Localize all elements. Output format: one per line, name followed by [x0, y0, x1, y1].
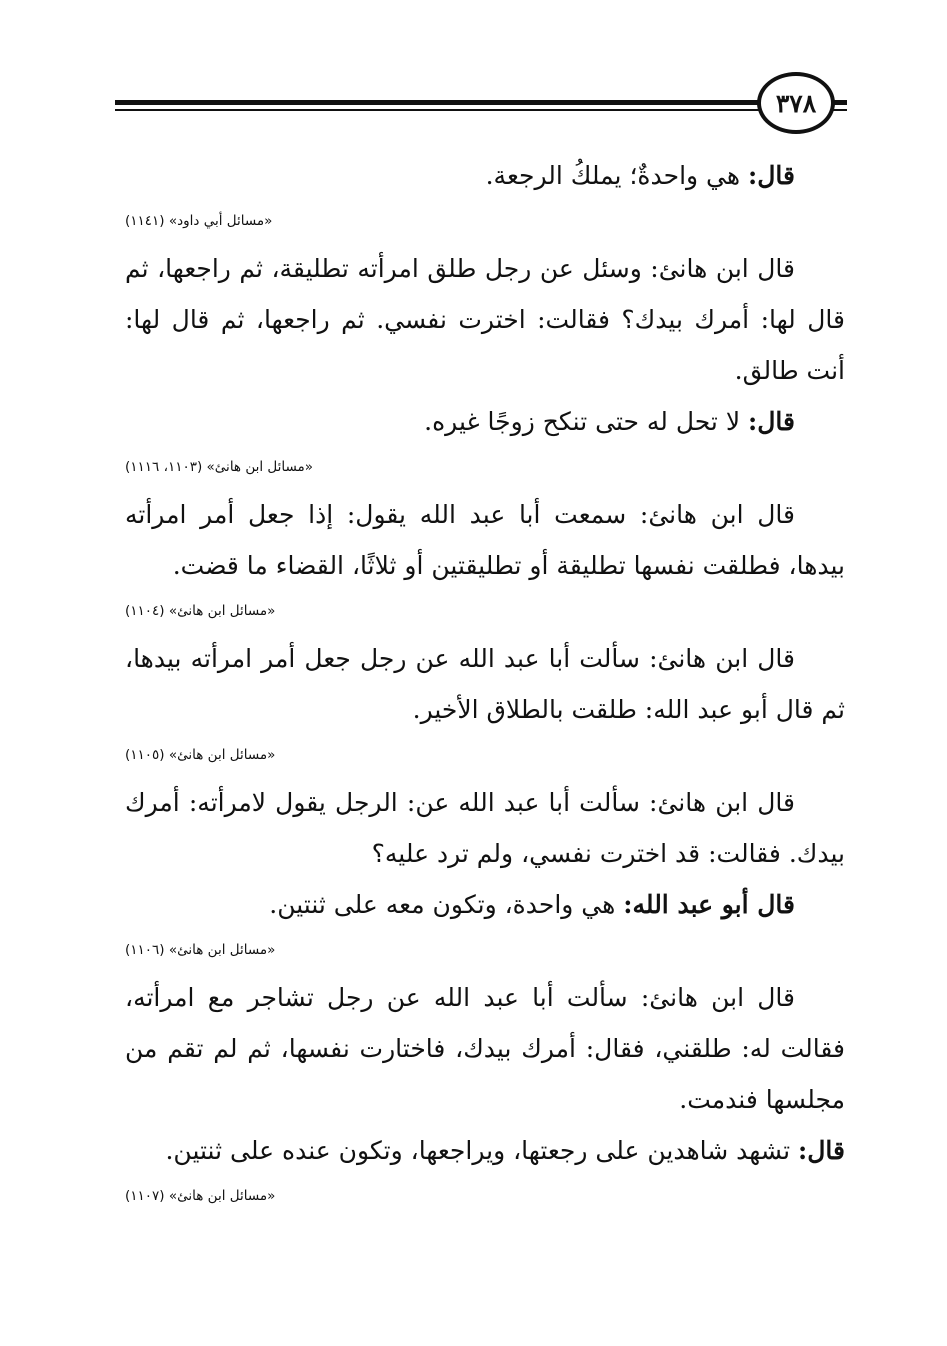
paragraph-text: قال ابن هانئ: سمعت أبا عبد الله يقول: إذا جعل أمر امرأته بيدها، فطلقت نفسها تطليقة أو تطليقتين أو ثلاثًا، القضاء ما قضت. — [125, 500, 845, 580]
source-book: «مسائل ابن هانئ» — [168, 1188, 276, 1204]
paragraph — [125, 879, 845, 930]
paragraph — [125, 489, 845, 591]
speaker-label: قال: — [748, 161, 795, 190]
paragraph — [125, 633, 845, 735]
source-citation — [125, 940, 845, 960]
source-ref: (١١٤١) — [125, 213, 165, 229]
page-number: ٣٧٨ — [757, 72, 835, 134]
source-citation — [125, 1186, 845, 1206]
paragraph-text: هي واحدة، وتكون معه على ثنتين. — [269, 890, 624, 919]
paragraph-text: قال ابن هانئ: سألت أبا عبد الله عن رجل جعل أمر امرأته بيدها، ثم قال أبو عبد الله: طلقت بالطلاق الأخير. — [125, 644, 845, 724]
paragraph-text: قال ابن هانئ: وسئل عن رجل طلق امرأته تطليقة، ثم راجعها، ثم قال لها: أمرك بيدك؟ فقالت: اخترت نفسي. ثم راجعها، ثم قال لها: أنت طالق. — [125, 254, 845, 385]
paragraph-text: هي واحدةٌ؛ يملكُ الرجعة. — [485, 161, 749, 190]
source-ref: (١١٠٤) — [125, 603, 165, 619]
source-book: «مسائل ابن هانئ» — [206, 459, 314, 475]
header-rule-thin — [115, 109, 847, 111]
source-book: «مسائل ابن هانئ» — [168, 942, 276, 958]
source-citation — [125, 745, 845, 765]
paragraph — [125, 150, 845, 201]
header-rule-thick — [115, 100, 847, 105]
source-ref: (١١٠٣، ١١١٦) — [125, 459, 203, 475]
paragraph-text: قال ابن هانئ: سألت أبا عبد الله عن رجل تشاجر مع امرأته، فقالت له: طلقني، فقال: أمرك بيدك، فاختارت نفسها، ثم لم تقم من مجلسها فندمت. — [125, 983, 845, 1114]
paragraph — [125, 396, 845, 447]
source-citation — [125, 457, 845, 477]
source-citation — [125, 601, 845, 621]
page-body — [125, 150, 845, 1218]
paragraph-text: لا تحل له حتى تنكح زوجًا غيره. — [424, 407, 749, 436]
speaker-label: قال: — [798, 1136, 845, 1165]
source-book: «مسائل ابن هانئ» — [168, 603, 276, 619]
page-header — [115, 72, 847, 138]
source-citation — [125, 211, 845, 231]
paragraph — [125, 777, 845, 879]
source-ref: (١١٠٦) — [125, 942, 165, 958]
paragraph-text: قال ابن هانئ: سألت أبا عبد الله عن: الرجل يقول لامرأته: أمرك بيدك. فقالت: قد اخترت نفسي، ولم ترد عليه؟ — [125, 788, 845, 868]
paragraph — [125, 972, 845, 1125]
source-ref: (١١٠٥) — [125, 747, 165, 763]
paragraph — [125, 243, 845, 396]
source-book: «مسائل ابن هانئ» — [168, 747, 276, 763]
paragraph — [125, 1125, 845, 1176]
speaker-label: قال: — [748, 407, 795, 436]
speaker-label: قال أبو عبد الله: — [623, 890, 795, 919]
source-ref: (١١٠٧) — [125, 1188, 165, 1204]
source-book: «مسائل أبي داود» — [168, 213, 273, 229]
paragraph-text: تشهد شاهدين على رجعتها، ويراجعها، وتكون عنده على ثنتين. — [165, 1136, 799, 1165]
